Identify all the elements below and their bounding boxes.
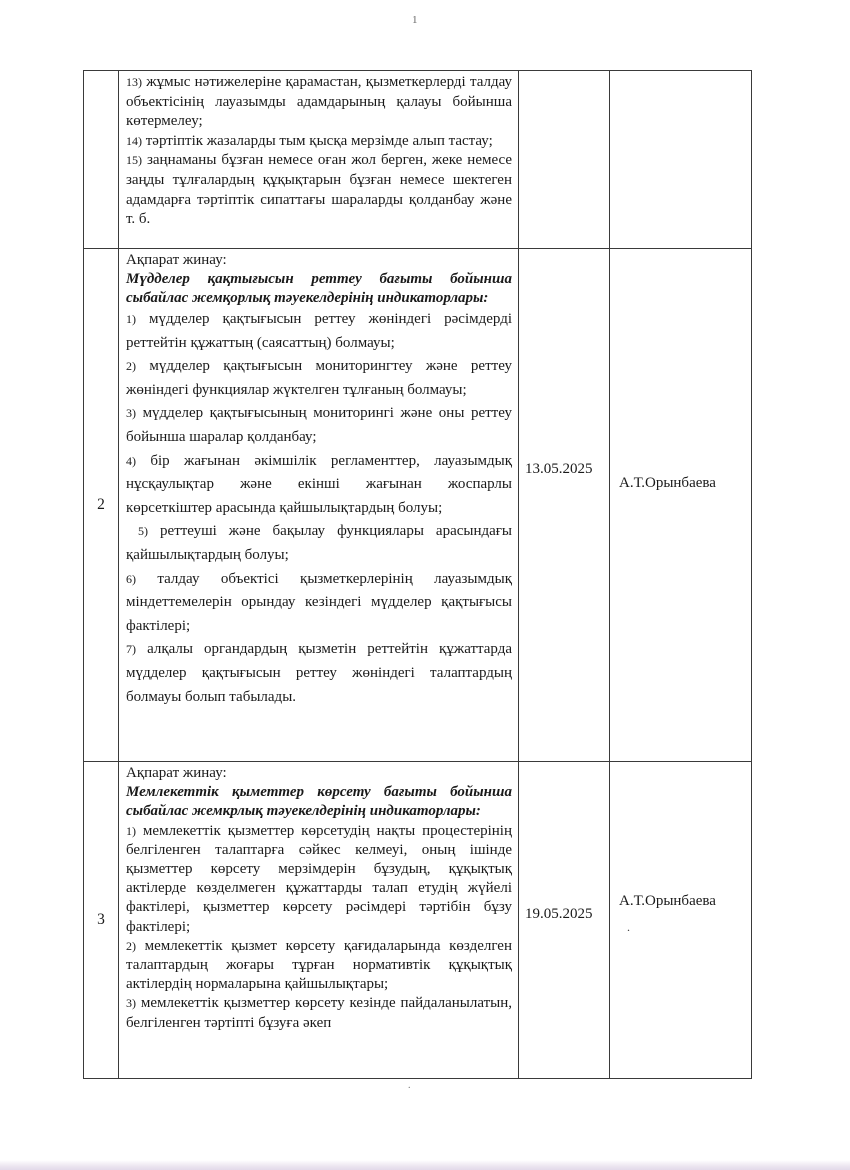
description-cell <box>119 762 519 1079</box>
page-top-mark: 1 <box>412 14 418 26</box>
list-item: 13) жұмыс нәтижелеріне қарамастан, қызметкерлерді талдау объектісінің лауазымды адамдарының қалауы бойынша көтермелеу; <box>126 74 512 130</box>
section-heading: Ақпарат жинау: <box>126 252 227 268</box>
description-cell <box>119 71 519 249</box>
section-subheading: Мемлекеттік қыметтер көрсету бағыты бойынша сыбайлас жемкрлық тәуекелдерінің индикаторлары: <box>126 784 512 820</box>
list-item: 7) алқалы органдардың қызметін реттейтін құжаттарда мүдделер қақтығысын реттеу жөніндегі талаптардың болмауы болып табылады. <box>126 641 513 705</box>
list-item: 3) мүдделер қақтығысының мониторингі және оны реттеу бойынша шаралар қолданбау; <box>126 405 513 445</box>
list-item: 5) реттеуші және бақылау функциялары арасындағы қайшылықтардың болуы; <box>126 523 513 563</box>
section-heading: Ақпарат жинау: <box>126 765 227 781</box>
date-cell <box>519 71 610 249</box>
responsible-cell <box>610 762 752 1079</box>
responsible-name: А.Т.Орынбаева <box>619 893 716 909</box>
table-row <box>84 71 752 249</box>
row-number-cell <box>84 71 119 249</box>
responsible-cell <box>610 71 752 249</box>
scan-edge <box>0 1160 850 1170</box>
stray-mark: . <box>627 920 630 934</box>
row-number-cell: 3 <box>84 762 119 1079</box>
list-item: 15) заңнаманы бұзған немесе оған жол берген, жеке немесе заңды тұлғалардың құқықтарын бұзған немесе шектеген адамдарға тәртіптік сипаттағы шараларды қолданбау және т. б. <box>126 152 512 228</box>
date-value: 19.05.2025 <box>525 905 593 922</box>
row-number-cell: 2 <box>84 249 119 762</box>
date-value: 13.05.2025 <box>525 461 593 477</box>
responsible-cell <box>610 249 752 762</box>
table-row <box>84 762 752 1079</box>
list-item: 3) мемлекеттік қызметтер көрсету кезінде пайдаланылатын, белгіленген тәртіпті бұзуға әкеп <box>126 995 512 1031</box>
list-item: 4) бір жағынан әкімшілік регламенттер, лауазымдық нұсқаулықтар және екінші жағынан жоспарлы көрсеткіштер арасында қайшылықтардың болуы; <box>126 452 513 516</box>
list-item: 2) мемлекеттік қызмет көрсету қағидаларында көзделген талаптардың жоғары тұрған нормативтік құқықтық актілердің нормаларына қайшылықтары; <box>126 937 512 993</box>
list-item: 2) мүдделер қақтығысын мониторингтеу және реттеу жөніндегі функциялар жүктелген тұлғаның болмауы; <box>126 358 512 398</box>
section-subheading: Мүдделер қақтығысын реттеу бағыты бойынша сыбайлас жемқорлық тәуекелдерінің индикаторлары: <box>126 271 512 306</box>
list-item: 6) талдау объектісі қызметкерлерінің лауазымдық міндеттемелерін орындау кезіндегі мүдделер қақтығысы фактілері; <box>126 570 512 634</box>
list-item: 14) тәртіптік жазаларды тым қысқа мерзімде алып тастау; <box>126 132 493 149</box>
page-bottom-mark: . <box>408 1080 411 1091</box>
list-item: 1) мемлекеттік қызметтер көрсетудің нақты процестерінің белгіленген талаптарға сәйкес келмеуі, оның ішінде қызметтер көрсету мерзімдерін бұзудың, құқықтық актілерде көзделмеген құжаттарды талап етудің жүйелі фактілері, қызметтер көрсету рәсімдері тәртібін бұзу фактілері; <box>126 822 512 935</box>
plan-table <box>83 70 752 1079</box>
date-cell <box>519 762 610 1079</box>
table-row <box>84 249 752 762</box>
responsible-name: А.Т.Орынбаева <box>619 475 716 491</box>
list-item: 1) мүдделер қақтығысын реттеу жөніндегі рәсімдерді реттейтін құжаттың (саясаттың) болмауы; <box>126 311 513 351</box>
description-cell <box>119 249 519 762</box>
date-cell <box>519 249 610 762</box>
